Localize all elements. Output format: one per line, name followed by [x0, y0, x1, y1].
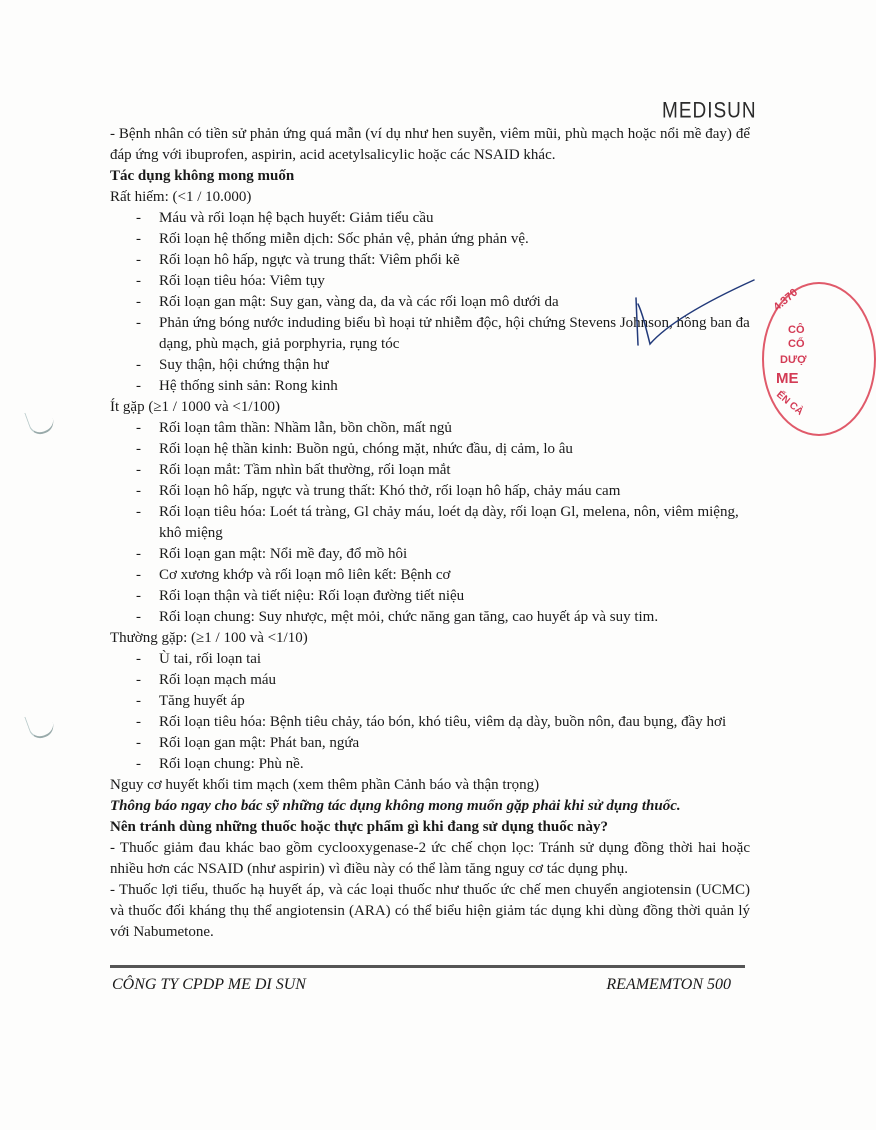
common-list: [110, 649, 750, 775]
avoid-paragraph: - Thuốc giảm đau khác bao gồm cyclooxygenase-2 ức chế chọn lọc: Tránh sử dụng đồng thời hai hoặc nhiều hơn các NSAID (như aspirin) vì điều này có thể làm tăng nguy cơ tác dụng phụ.: [110, 840, 750, 877]
list-item: - Suy thận, hội chứng thận hư: [159, 355, 750, 376]
list-item: - Cơ xương khớp và rối loạn mô liên kết: Bệnh cơ: [159, 565, 750, 586]
stamp-line: ẾN CÀ: [774, 389, 806, 418]
list-item: - Rối loạn hệ thống miễn dịch: Sốc phản vệ, phản ứng phản vệ.: [159, 229, 750, 250]
punch-hole-mark: [24, 405, 56, 438]
stamp-line: ME: [776, 370, 799, 387]
stamp-line: 4.370: [771, 286, 801, 314]
stamp-line: DƯỢ: [780, 354, 807, 366]
uncommon-label: Ít gặp (≥1 / 1000 và <1/100): [110, 399, 280, 415]
stamp-line: CÔ: [788, 324, 805, 336]
list-item: - Rối loạn hô hấp, ngực và trung thất: Khó thở, rối loạn hô hấp, chảy máu cam: [159, 481, 750, 502]
list-item: - Rối loạn gan mật: Nổi mề đay, đổ mồ hôi: [159, 544, 750, 565]
list-item: - Rối loạn hô hấp, ngực và trung thất: Viêm phổi kẽ: [159, 250, 750, 271]
list-item: - Rối loạn gan mật: Suy gan, vàng da, da và các rối loạn mô dưới da: [159, 292, 750, 313]
avoid-paragraph: - Thuốc lợi tiểu, thuốc hạ huyết áp, và các loại thuốc như thuốc ức chế men chuyển angiotensin (UCMC) và thuốc đối kháng thụ thể angiotensin (ARA) có thể biểu hiện giảm tác dụng khi dùng đồng thời quản lý với Nabumetone.: [110, 882, 750, 940]
footer-product: REAMEMTON 500: [606, 976, 731, 993]
very-rare-label: Rất hiếm: (<1 / 10.000): [110, 189, 252, 205]
list-item: - Rối loạn mạch máu: [159, 670, 750, 691]
punch-hole-mark: [24, 709, 56, 742]
intro-paragraph: - Bệnh nhân có tiền sử phản ứng quá mẫn (ví dụ như hen suyễn, viêm mũi, phù mạch hoặc nổi mề đay) để đáp ứng với ibuprofen, aspirin, acid acetylsalicylic hoặc các NSAID khác.: [110, 126, 750, 163]
list-item: - Ù tai, rối loạn tai: [159, 649, 750, 670]
list-item: - Rối loạn mắt: Tầm nhìn bất thường, rối loạn mắt: [159, 460, 750, 481]
list-item: - Tăng huyết áp: [159, 691, 750, 712]
brand-logo: MEDISUN: [662, 99, 757, 124]
list-item: - Máu và rối loạn hệ bạch huyết: Giảm tiểu cầu: [159, 208, 750, 229]
cardiovascular-risk-note: Nguy cơ huyết khối tim mạch (xem thêm phần Cảnh báo và thận trọng): [110, 777, 540, 793]
document-body: [110, 124, 750, 943]
footer-company: CÔNG TY CPDP ME DI SUN: [112, 976, 306, 993]
list-item: - Phản ứng bóng nước induding biểu bì hoại tử nhiễm độc, hội chứng Stevens Johnson, hồng ban đa dạng, phù mạch, giả porphyria, rụng tóc: [159, 313, 750, 355]
notify-doctor-notice: Thông báo ngay cho bác sỹ những tác dụng không mong muốn gặp phải khi sử dụng thuốc.: [110, 798, 681, 814]
list-item: - Hệ thống sinh sản: Rong kinh: [159, 376, 750, 397]
list-item: - Rối loạn hệ thần kinh: Buồn ngủ, chóng mặt, nhức đầu, dị cảm, lo âu: [159, 439, 750, 460]
list-item: - Rối loạn tiêu hóa: Viêm tụy: [159, 271, 750, 292]
list-item: - Rối loạn chung: Suy nhược, mệt mỏi, chức năng gan tăng, cao huyết áp và suy tim.: [159, 607, 750, 628]
list-item: - Rối loạn chung: Phù nề.: [159, 754, 750, 775]
adverse-effects-heading: Tác dụng không mong muốn: [110, 168, 295, 184]
list-item: - Rối loạn tâm thần: Nhầm lẫn, bồn chồn, mất ngủ: [159, 418, 750, 439]
list-item: - Rối loạn gan mật: Phát ban, ngứa: [159, 733, 750, 754]
uncommon-list: [110, 418, 750, 628]
avoid-heading: Nên tránh dùng những thuốc hoặc thực phẩm gì khi đang sử dụng thuốc này?: [110, 819, 608, 835]
common-label: Thường gặp: (≥1 / 100 và <1/10): [110, 630, 308, 646]
company-stamp: [762, 282, 876, 436]
list-item: - Rối loạn tiêu hóa: Bệnh tiêu chảy, táo bón, khó tiêu, viêm dạ dày, buồn nôn, đau bụng, đầy hơi: [159, 712, 750, 733]
footer-divider: [110, 965, 745, 968]
stamp-line: CỔ: [788, 338, 805, 350]
handwritten-signature: [596, 270, 766, 360]
list-item: - Rối loạn thận và tiết niệu: Rối loạn đường tiết niệu: [159, 586, 750, 607]
list-item: - Rối loạn tiêu hóa: Loét tá tràng, Gl chảy máu, loét dạ dày, rối loạn Gl, melena, nôn, viêm miệng, khô miệng: [159, 502, 750, 544]
